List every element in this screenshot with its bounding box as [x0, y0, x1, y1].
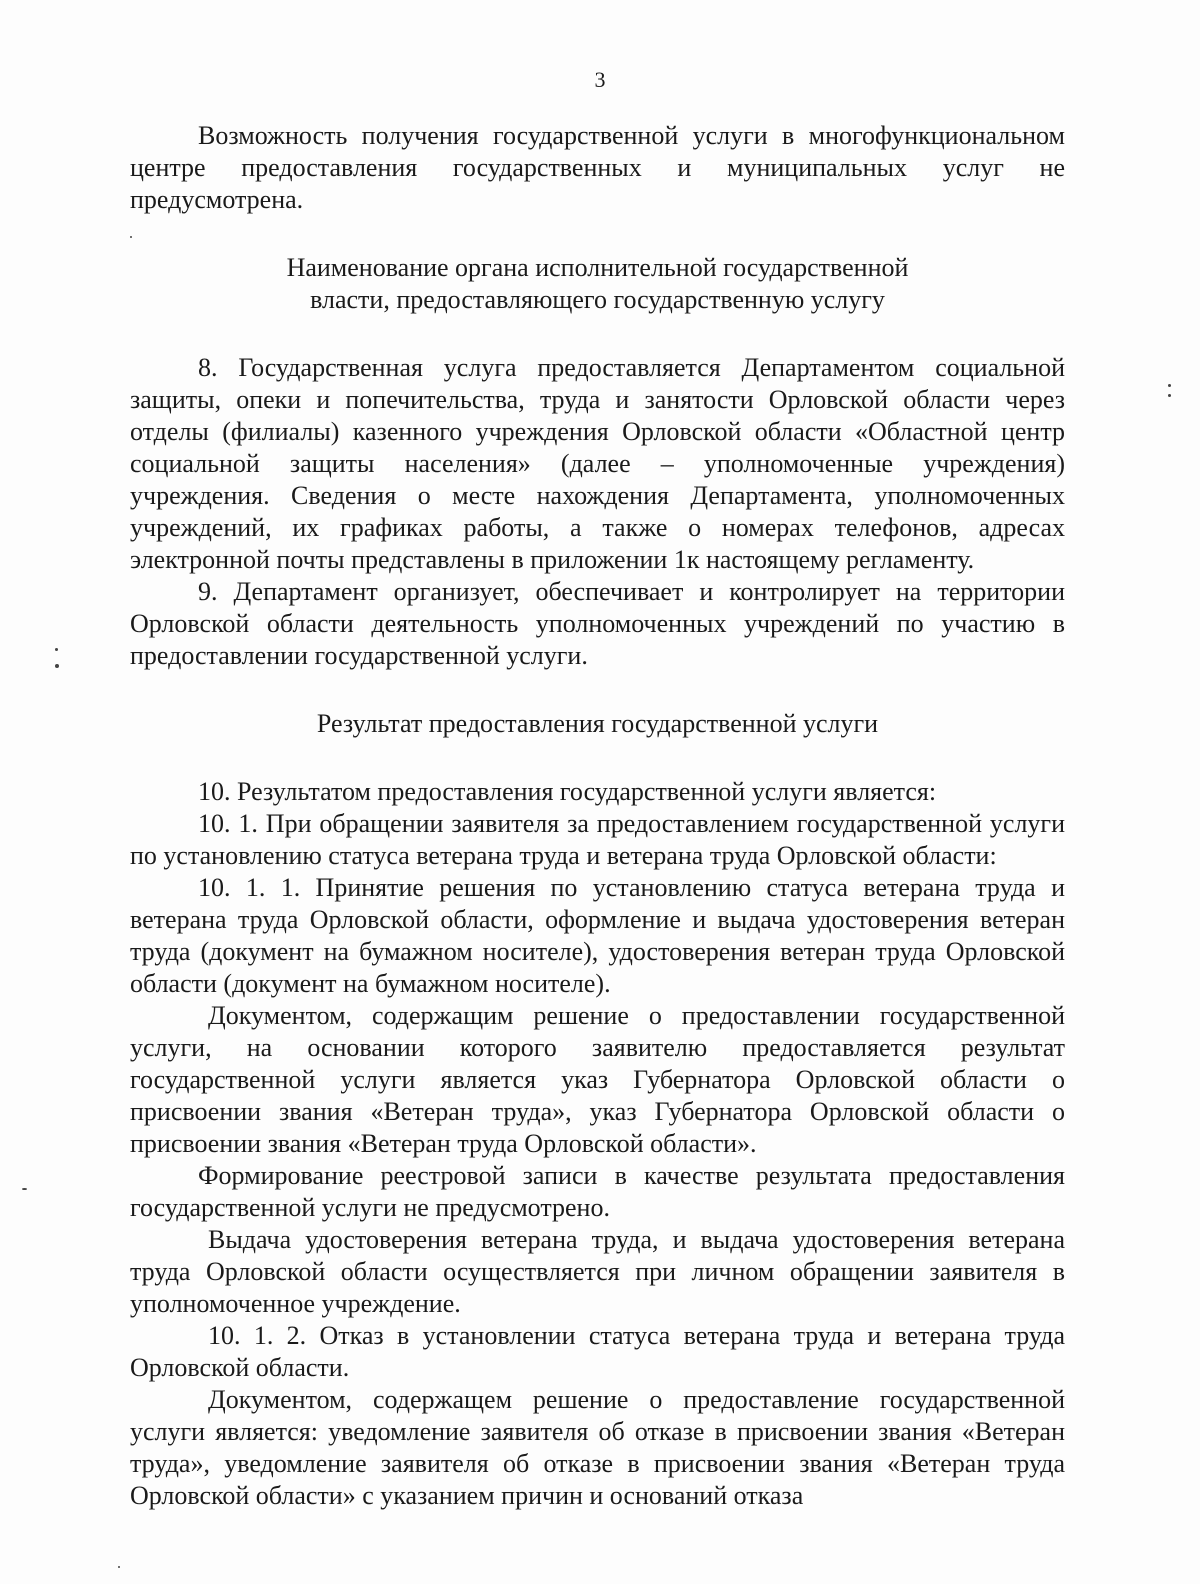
scan-speckle: [1168, 384, 1171, 387]
section-heading-authority: [130, 252, 1065, 316]
paragraph-9: 9. Департамент организует, обеспечивает и контролирует на территории Орловской области деятельность уполномоченных учреждений по участию в предоставлении государственной услуги.: [130, 577, 1065, 670]
paragraph-refusal-document: Документом, содержащем решение о предоставление государственной услуги является: уведомление заявителя об отказе в присвоении звания «Ветеран труда», уведомление заявителя об отказе в присвоении звания «Ветеран труда Орловской области» с указанием причин и оснований отказа: [130, 1385, 1065, 1510]
paragraph-10-1: 10. 1. При обращении заявителя за предоставлением государственной услуги по установлению статуса ветерана труда и ветерана труда Орловской области:: [130, 809, 1065, 870]
paragraph-10-1-2: 10. 1. 2. Отказ в установлении статуса ветерана труда и ветерана труда Орловской области.: [130, 1321, 1065, 1382]
scan-speckle: [118, 1566, 120, 1568]
paragraph-8: 8. Государственная услуга предоставляется Департаментом социальной защиты, опеки и попечительства, труда и занятости Орловской области через отделы (филиалы) казенного учреждения Орловской области «Областной центр социальной защиты населения» (далее – уполномоченные учреждения) учреждения. Сведения о месте нахождения Департамента, уполномоченных учреждений, их графиках работы, а также о номерах телефонов, адресах электронной почты представлены в приложении 1к настоящему регламенту.: [130, 353, 1065, 574]
scan-speckle: [55, 664, 59, 668]
paragraph-mfc: Возможность получения государственной услуги в многофункциональном центре предоставления государственных и муниципальных услуг не предусмотрена.: [130, 121, 1065, 214]
scan-speckle: [1168, 394, 1171, 397]
scan-speckle: [22, 1188, 27, 1190]
document-body: [130, 120, 1065, 1512]
paragraph-decision-document: Документом, содержащим решение о предоставлении государственной услуги, на основании которого заявителю предоставляется результат государственной услуги является указ Губернатора Орловской области о присвоении звания «Ветеран труда», указ Губернатора Орловской области о присвоении звания «Ветеран труда Орловской области».: [130, 1001, 1065, 1158]
scan-speckle: [130, 236, 132, 238]
paragraph-issuance: Выдача удостоверения ветерана труда, и выдача удостоверения ветерана труда Орловской области осуществляется при личном обращении заявителя в уполномоченное учреждение.: [130, 1225, 1065, 1318]
page-number: 3: [594, 67, 606, 92]
scan-speckle: [55, 648, 58, 651]
heading-line: Наименование органа исполнительной государственной: [286, 253, 909, 282]
paragraph-10: 10. Результатом предоставления государственной услуги является:: [198, 777, 937, 806]
paragraph-10-1-1: 10. 1. 1. Принятие решения по установлению статуса ветерана труда и ветерана труда Орловской области, оформление и выдача удостоверения ветеран труда (документ на бумажном носителе), удостоверения ветеран труда Орловской области (документ на бумажном носителе).: [130, 873, 1065, 998]
paragraph-registry-record: Формирование реестровой записи в качестве результата предоставления государственной услуги не предусмотрено.: [130, 1161, 1065, 1222]
section-heading-result: Результат предоставления государственной услуги: [316, 709, 879, 738]
heading-line: власти, предоставляющего государственную услугу: [310, 285, 885, 314]
